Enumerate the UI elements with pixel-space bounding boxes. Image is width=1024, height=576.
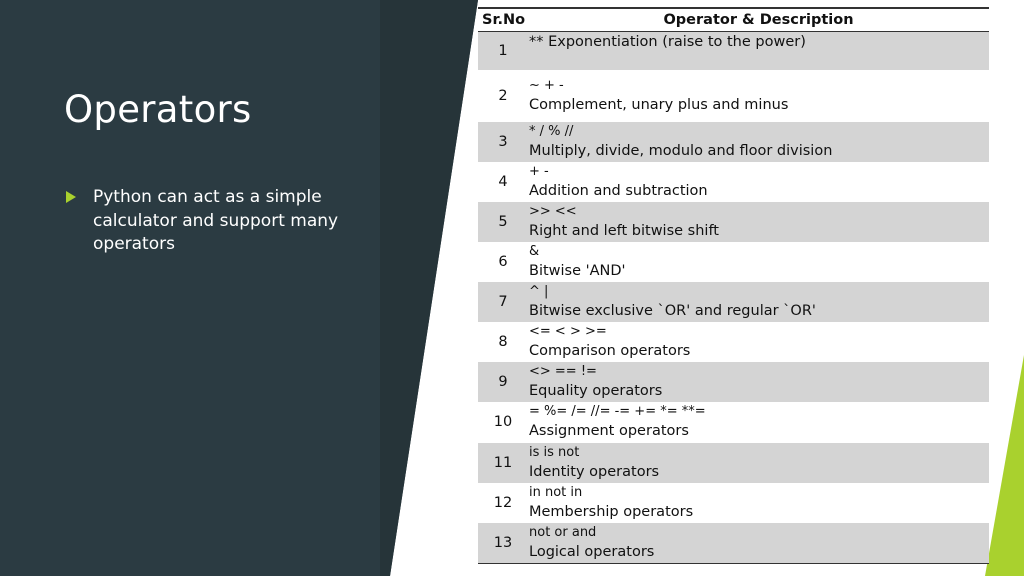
row-operator-cell — [528, 32, 989, 70]
table-row — [478, 242, 989, 282]
operator-description: Equality operators — [529, 382, 663, 399]
row-number: 1 — [478, 32, 528, 70]
table-row — [478, 32, 989, 70]
row-number: 10 — [493, 414, 513, 430]
operator-description: Assignment operators — [529, 423, 689, 439]
row-operator-cell — [528, 402, 989, 443]
table-row — [478, 282, 989, 322]
operator-description: Comparison operators — [529, 342, 691, 359]
operator-description: Bitwise exclusive `OR' and regular `OR' — [529, 302, 816, 319]
row-number: 4 — [498, 173, 508, 190]
operator-description: Complement, unary plus and minus — [529, 96, 789, 113]
table-row — [478, 483, 989, 523]
slide-title: Operators — [64, 88, 252, 131]
row-operator-cell — [528, 122, 989, 162]
row-number: 9 — [478, 362, 528, 402]
row-operator-cell — [528, 202, 989, 242]
row-number: 5 — [478, 202, 528, 242]
row-number: 11 — [478, 443, 528, 483]
operator-symbols: <> == != — [529, 363, 597, 379]
operator-description: Right and left bitwise shift — [529, 222, 719, 239]
row-number: 6 — [498, 253, 508, 270]
triangle-bullet-icon — [66, 191, 76, 203]
row-operator-cell — [528, 483, 989, 523]
bullet-text: Python can act as a simple calculator and support many operators — [93, 187, 339, 254]
operator-symbols: * / % // — [529, 123, 574, 139]
table-row — [478, 443, 989, 483]
row-number: 8 — [498, 333, 508, 350]
operator-symbols: & — [529, 243, 540, 259]
operator-description: Logical operators — [529, 543, 655, 560]
operator-symbols: ~ + - — [529, 77, 564, 93]
operator-symbols: + - — [529, 163, 549, 179]
operator-description: Addition and subtraction — [529, 182, 708, 199]
row-operator-cell — [528, 162, 989, 202]
row-operator-cell — [528, 242, 989, 282]
row-operator-cell — [528, 443, 989, 483]
table-row — [478, 162, 989, 202]
row-number: 3 — [478, 122, 528, 162]
table-row — [478, 122, 989, 162]
table-row — [478, 70, 989, 122]
table-row — [478, 362, 989, 402]
operator-description: Multiply, divide, modulo and floor division — [529, 142, 833, 159]
row-operator-cell — [528, 523, 989, 564]
row-operator-cell — [528, 322, 989, 362]
header-sr-no: Sr.No — [478, 8, 528, 32]
operator-description: Membership operators — [529, 503, 694, 520]
operator-symbols: in not in — [529, 484, 583, 500]
operators-table — [478, 7, 989, 564]
table-row — [478, 523, 989, 564]
row-operator-cell — [528, 282, 989, 322]
operator-symbols: <= < > >= — [529, 323, 607, 339]
operator-description: Identity operators — [529, 463, 660, 480]
operator-description: ** Exponentiation (raise to the power) — [529, 34, 806, 50]
row-number: 12 — [493, 494, 513, 511]
row-operator-cell — [528, 70, 989, 122]
table-header-row — [478, 8, 989, 32]
row-number: 2 — [498, 87, 508, 104]
operator-symbols: is is not — [529, 444, 580, 460]
row-operator-cell — [528, 362, 989, 402]
row-number: 7 — [478, 282, 528, 322]
table-row — [478, 402, 989, 443]
operator-symbols: >> << — [529, 203, 577, 219]
operator-symbols: ^ | — [529, 283, 549, 299]
operator-description: Bitwise 'AND' — [529, 262, 626, 279]
operator-symbols: not or and — [529, 524, 597, 540]
header-operator-description: Operator & Description — [528, 8, 989, 32]
operator-symbols: = %= /= //= -= += *= **= — [529, 404, 706, 419]
table-row — [478, 322, 989, 362]
row-number: 13 — [478, 523, 528, 564]
table-row — [478, 202, 989, 242]
